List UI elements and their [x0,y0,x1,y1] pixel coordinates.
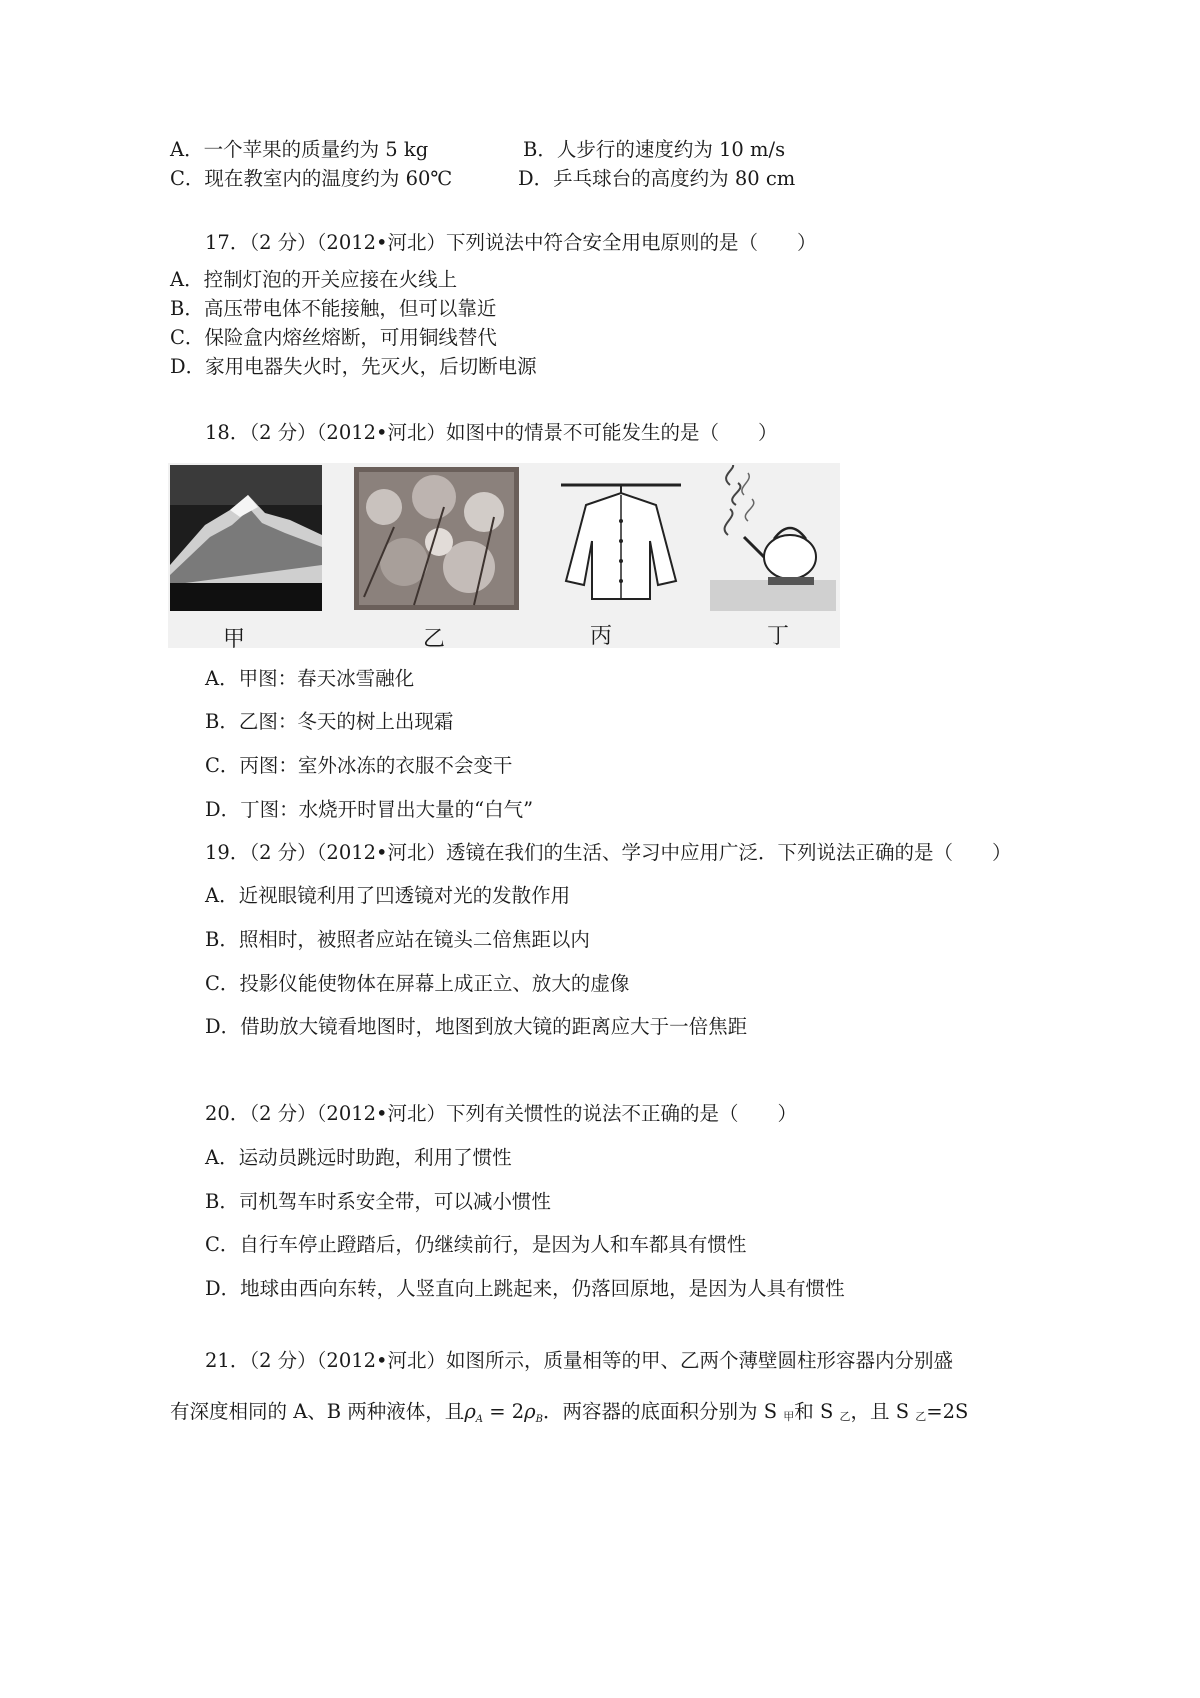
q21-text-pre: 有深度相同的 A、B 两种液体，且 [170,1400,465,1423]
q20-option-c: C．自行车停止蹬踏后，仍继续前行，是因为人和车都具有惯性 [205,1233,747,1256]
q21-stem-line1: 21．（2 分）（2012•河北）如图所示，质量相等的甲、乙两个薄壁圆柱形容器内分别盛 [205,1349,954,1372]
s-yi-sub: 乙 [839,1410,851,1423]
frozen-shirt-image [546,471,696,611]
s-jia-sub: 甲 [783,1410,795,1423]
q18-option-a: A．甲图：春天冰雪融化 [205,667,415,690]
caption-jia: 甲 [223,627,246,652]
rho-b-sub: B [535,1414,543,1425]
frosty-tree-image [354,467,519,610]
q21-text-tail: ，且 S [850,1400,916,1423]
q18-option-b: B．乙图：冬天的树上出现霜 [205,710,454,733]
q19-option-d: D．借助放大镜看地图时，地图到放大镜的距离应大于一倍焦距 [205,1015,748,1038]
q19-stem: 19．（2 分）（2012•河北）透镜在我们的生活、学习中应用广泛．下列说法正确的是（ ） [205,841,1012,864]
rho-a: ρ [464,1400,476,1423]
q16-option-a: A．一个苹果的质量约为 5 kg [170,138,429,161]
q20-option-d: D．地球由西向东转，人竖直向上跳起来，仍落回原地，是因为人具有惯性 [205,1277,845,1300]
q16-option-c: C．现在教室内的温度约为 60℃ [170,167,453,190]
q17-option-d: D．家用电器失火时，先灭火，后切断电源 [170,355,537,378]
caption-yi: 乙 [423,627,446,652]
q18-figure [168,463,840,652]
q21-text-mid: ．两容器的底面积分别为 S [543,1400,784,1423]
q19-option-c: C．投影仪能使物体在屏幕上成正立、放大的虚像 [205,972,630,995]
rho-b: ρ [524,1400,536,1423]
q19-option-b: B．照相时，被照者应站在镜头二倍焦距以内 [205,928,590,951]
q21-text-and: 和 S [794,1400,840,1423]
q16-option-d: D．乒乓球台的高度约为 80 cm [518,167,796,190]
q18-stem: 18．（2 分）（2012•河北）如图中的情景不可能发生的是（ ） [205,421,778,444]
q16-option-b: B．人步行的速度约为 10 m/s [523,138,786,161]
q18-option-c: C．丙图：室外冰冻的衣服不会变干 [205,754,513,777]
q19-option-a: A．近视眼镜利用了凹透镜对光的发散作用 [205,884,571,907]
equation-eq: = 2 [483,1400,525,1423]
caption-ding: 丁 [767,624,790,649]
q20-stem: 20．（2 分）（2012•河北）下列有关惯性的说法不正确的是（ ） [205,1102,798,1125]
q17-option-c: C．保险盒内熔丝熔断，可用铜线替代 [170,326,497,349]
q21-stem-line2 [170,1402,968,1425]
q20-option-a: A．运动员跳远时助跑，利用了惯性 [205,1146,512,1169]
q18-option-d: D．丁图：水烧开时冒出大量的“白气” [205,798,534,821]
s-yi-sub-2: 乙 [915,1410,927,1423]
q17-option-b: B．高压带电体不能接触，但可以靠近 [170,297,497,320]
caption-bing: 丙 [590,624,613,649]
rho-a-sub: A [475,1414,484,1425]
q21-text-end: =2S [926,1400,969,1423]
q20-option-b: B．司机驾车时系安全带，可以减小惯性 [205,1190,551,1213]
mountain-snow-image [170,465,322,611]
q17-option-a: A．控制灯泡的开关应接在火线上 [170,268,458,291]
boiling-kettle-image [708,465,836,611]
q17-stem: 17．（2 分）（2012•河北）下列说法中符合安全用电原则的是（ ） [205,231,817,254]
